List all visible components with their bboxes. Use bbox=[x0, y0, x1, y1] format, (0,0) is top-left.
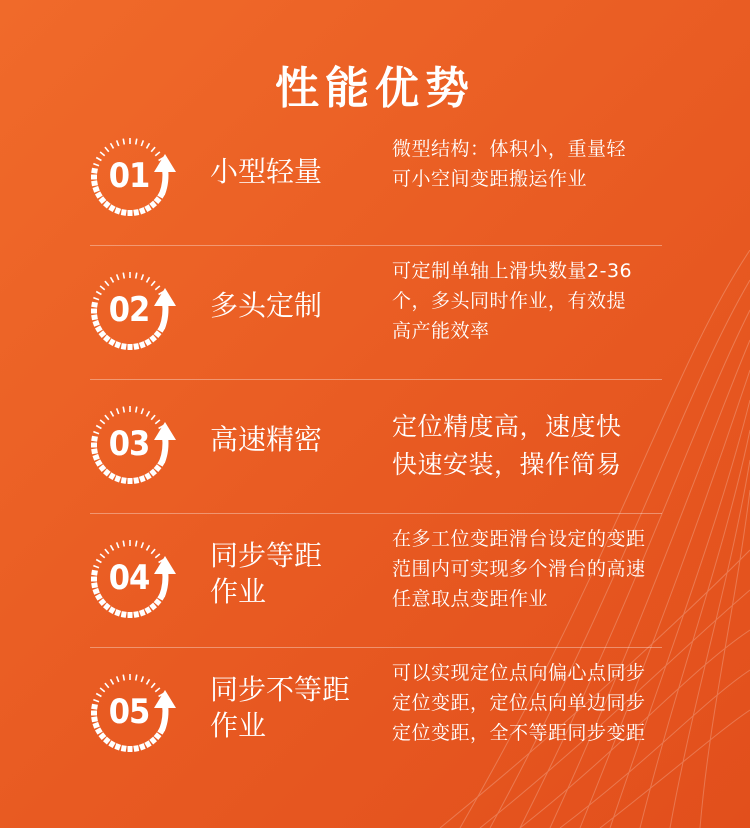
feature-row bbox=[90, 514, 662, 648]
feature-heading: 同步等距 bbox=[210, 539, 323, 572]
feature-description: 定位变距，全不等距同步变距 bbox=[392, 722, 646, 744]
feature-description: 可小空间变距搬运作业 bbox=[392, 168, 588, 190]
feature-row bbox=[90, 380, 662, 514]
feature-number: 05 bbox=[108, 692, 150, 732]
feature-number: 02 bbox=[108, 290, 150, 330]
feature-description: 微型结构：体积小，重量轻 bbox=[392, 138, 627, 160]
feature-heading: 作业 bbox=[210, 709, 267, 742]
feature-row bbox=[90, 246, 662, 380]
feature-description: 定位精度高，速度快 bbox=[392, 412, 622, 441]
feature-description: 可定制单轴上滑块数量2-36 bbox=[392, 260, 633, 282]
feature-description: 任意取点变距作业 bbox=[392, 588, 549, 610]
page-title: 性能优势 bbox=[275, 63, 475, 114]
feature-heading: 作业 bbox=[210, 575, 267, 608]
number-badge bbox=[90, 266, 180, 356]
feature-description: 在多工位变距滑台设定的变距 bbox=[392, 528, 646, 550]
number-badge bbox=[90, 400, 180, 490]
feature-description: 范围内可实现多个滑台的高速 bbox=[392, 558, 646, 580]
feature-heading: 小型轻量 bbox=[210, 155, 323, 188]
number-badge bbox=[90, 668, 180, 758]
feature-description: 定位变距，定位点向单边同步 bbox=[392, 692, 646, 714]
feature-heading: 多头定制 bbox=[210, 289, 323, 322]
feature-row bbox=[90, 648, 662, 782]
feature-description: 高产能效率 bbox=[392, 320, 490, 342]
feature-number: 03 bbox=[108, 424, 150, 464]
feature-number: 01 bbox=[108, 156, 150, 196]
feature-heading: 高速精密 bbox=[210, 423, 323, 456]
feature-row bbox=[90, 112, 662, 246]
feature-description: 个，多头同时作业，有效提 bbox=[392, 290, 627, 312]
feature-number: 04 bbox=[108, 558, 150, 598]
number-badge bbox=[90, 534, 180, 624]
feature-description: 可以实现定位点向偏心点同步 bbox=[392, 662, 646, 684]
feature-description: 快速安装，操作简易 bbox=[392, 450, 622, 479]
number-badge bbox=[90, 132, 180, 222]
feature-heading: 同步不等距 bbox=[210, 673, 351, 706]
